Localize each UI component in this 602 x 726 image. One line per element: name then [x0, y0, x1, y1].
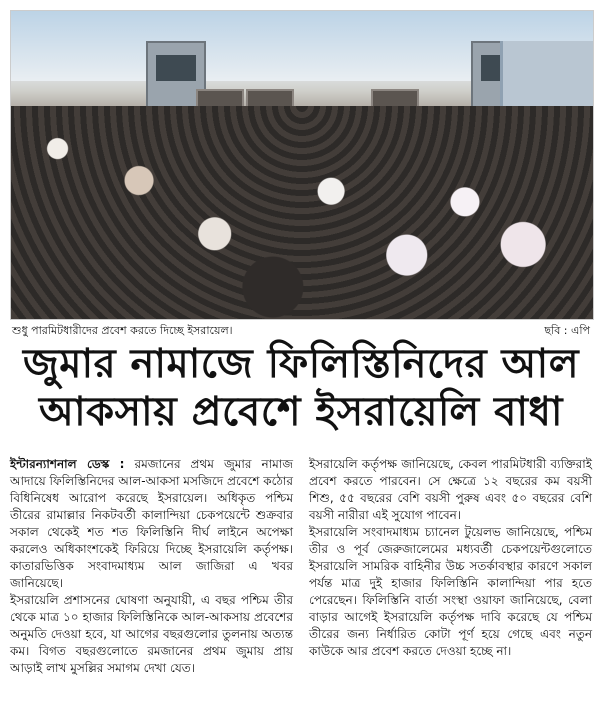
article-paragraph: ইসরায়েলি সংবাদমাধ্যম চ্যানেল টুয়েলভ জানিয়েছে, পশ্চিম তীর ও পূর্ব জেরুজালেমের মধ্যবর্তী চেকপয়েন্টগুলোতে ইসরায়েলি সামরিক বাহিনীর উচ্চ সতর্কাবস্থার কারণে সকাল পর্যন্ত মাত্র দুই হাজার ফিলিস্তিনি কালান্দিয়া পার হতে পেরেছেন। ফিলিস্তিনি বার্তা সংস্থা ওয়াফা জানিয়েছে, বেলা বাড়ার আগেই ইসরায়েলি কর্তৃপক্ষ দাবি করেছে যে পশ্চিম তীরের জন্য নির্ধারিত কোটা পূর্ণ হয়ে গেছে এবং নতুন কাউকে আর প্রবেশ করতে দেওয়া হচ্ছে না। [309, 525, 592, 658]
article-body [10, 456, 592, 716]
photo-credit: ছবি : এপি [544, 324, 590, 337]
article-paragraph [10, 456, 293, 592]
crowd [11, 106, 593, 319]
article-paragraph: ইসরায়েলি কর্তৃপক্ষ জানিয়েছে, কেবল পারমিটধারী ব্যক্তিরাই প্রবেশ করতে পারবেন। সে ক্ষেত্রে ১২ বছরের কম বয়সী শিশু, ৫৫ বছরের বেশি বয়সী পুরুষ এবং ৫০ বছরের বেশি বয়সী নারীরা এই সুযোগ পাবেন। [309, 457, 592, 522]
headline-line-1: জুমার নামাজে ফিলিস্তিনিদের আল [22, 340, 580, 387]
headline-line-2: আকসায় প্রবেশে ইসরায়েলি বাধা [38, 388, 564, 435]
dateline: ইন্টারন্যাশনাল ডেস্ক : [10, 457, 125, 471]
headline [10, 340, 592, 436]
article-text: রমজানের প্রথম জুমার নামাজ আদায়ে ফিলিস্তিনিদের আল-আকসা মসজিদে প্রবেশে কঠোর বিধিনিষেধ আরোপ করেছে ইসরায়েল। অধিকৃত পশ্চিম তীরের রামাল্লার নিকটবর্তী কালান্দিয়া চেকপয়েন্টে শুক্রবার সকাল থেকেই শত শত ফিলিস্তিনি দীর্ঘ লাইনে অপেক্ষা করলেও অধিকাংশকেই ফিরিয়ে দিচ্ছে ইসরায়েলি কর্তৃপক্ষ। কাতারভিত্তিক সংবাদমাধ্যম আল জাজিরা এ খবর জানিয়েছে। [10, 457, 293, 590]
article-column-left [10, 456, 293, 716]
article-paragraph: ইসরায়েলি প্রশাসনের ঘোষণা অনুযায়ী, এ বছর পশ্চিম তীর থেকে মাত্র ১০ হাজার ফিলিস্তিনিকে আল-আকসায় প্রবেশের অনুমতি দেওয়া হবে, যা আগের বছরগুলোর তুলনায় অত্যন্ত কম। বিগত বছরগুলোতে রমজানের প্রথম জুমায় প্রায় আড়াই লাখ মুসল্লির সমাগম দেখা যেত। [10, 593, 293, 675]
news-photo [10, 10, 594, 320]
article-column-right [309, 456, 592, 716]
photo-caption: শুধু পারমিটধারীদের প্রবেশ করতে দিচ্ছে ইসরায়েল। [12, 324, 233, 337]
